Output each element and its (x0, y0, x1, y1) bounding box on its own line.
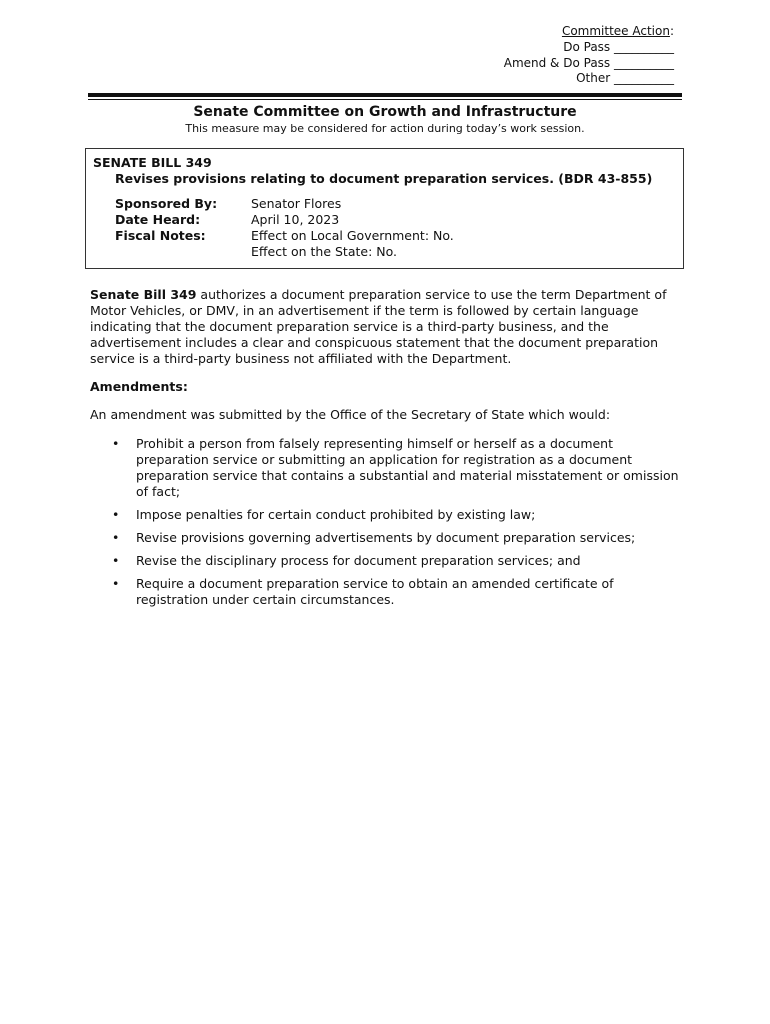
fiscal-notes-label: Fiscal Notes: (115, 228, 206, 243)
amendments-intro: An amendment was submitted by the Office of the Secretary of State which would: (90, 407, 611, 422)
bullet-icon: • (112, 530, 120, 545)
committee-action-label: Committee Action (561, 24, 670, 38)
amendment-text: Revise the disciplinary process for document preparation services; and (136, 553, 581, 568)
header-rule (88, 93, 682, 100)
bill-description-paragraph (90, 287, 680, 367)
committee-action-block (504, 24, 674, 87)
fiscal-state-value: Effect on the State: No. (251, 244, 398, 259)
amendment-text: Revise provisions governing advertisements by document preparation services; (136, 530, 636, 545)
bullet-icon: • (112, 436, 120, 451)
list-item (90, 530, 680, 546)
fiscal-spacer (115, 244, 251, 260)
bill-summary: Revises provisions relating to document preparation services. (BDR 43-855) (115, 171, 653, 186)
list-item (90, 507, 680, 523)
bill-summary-box (85, 148, 684, 269)
action-option-do-pass: Do Pass __________ (563, 39, 674, 54)
fiscal-local-value: Effect on Local Government: No. (251, 228, 454, 243)
bullet-icon: • (112, 553, 120, 568)
amendment-text: Require a document preparation service to obtain an amended certificate of registration under certain circumstances. (136, 576, 614, 607)
amendments-heading: Amendments: (90, 379, 188, 394)
date-heard-value: April 10, 2023 (251, 212, 340, 227)
amendment-text: Impose penalties for certain conduct prohibited by existing law; (136, 507, 536, 522)
bill-description-text: authorizes a document preparation service to use the term Department of Motor Vehicles, or DMV, in an advertisement if the term is followed by certain language indicating that the document preparation service is a third-party business, and the advertisement includes a clear and conspicuous statement that the document preparation service is a third-party business not affiliated with the Department. (90, 287, 667, 366)
list-item (90, 436, 680, 500)
sponsored-by-label: Sponsored By: (115, 196, 218, 211)
work-session-note: This measure may be considered for action during today’s work session. (185, 122, 585, 135)
list-item (90, 553, 680, 569)
bullet-icon: • (112, 507, 120, 522)
amendment-text: Prohibit a person from falsely representing himself or herself as a document preparation service or submitting an application for registration as a document preparation service that contains a substantial and material misstatement or omission of fact; (136, 436, 679, 499)
action-option-other: Other __________ (576, 71, 674, 86)
bill-reference: Senate Bill 349 (90, 287, 197, 302)
bill-meta (93, 196, 676, 260)
list-item (90, 576, 680, 608)
committee-name: Senate Committee on Growth and Infrastructure (193, 104, 577, 120)
amendments-list (90, 436, 680, 615)
header-rule-thick (88, 93, 682, 97)
bill-number: SENATE BILL 349 (93, 155, 212, 170)
action-option-amend-do-pass: Amend & Do Pass __________ (503, 55, 674, 70)
sponsored-by-value: Senator Flores (251, 196, 342, 211)
header-rule-thin (88, 99, 682, 100)
bullet-icon: • (112, 576, 120, 591)
committee-action-heading (504, 24, 674, 40)
committee-action-colon: : (669, 24, 674, 38)
date-heard-label: Date Heard: (115, 212, 201, 227)
